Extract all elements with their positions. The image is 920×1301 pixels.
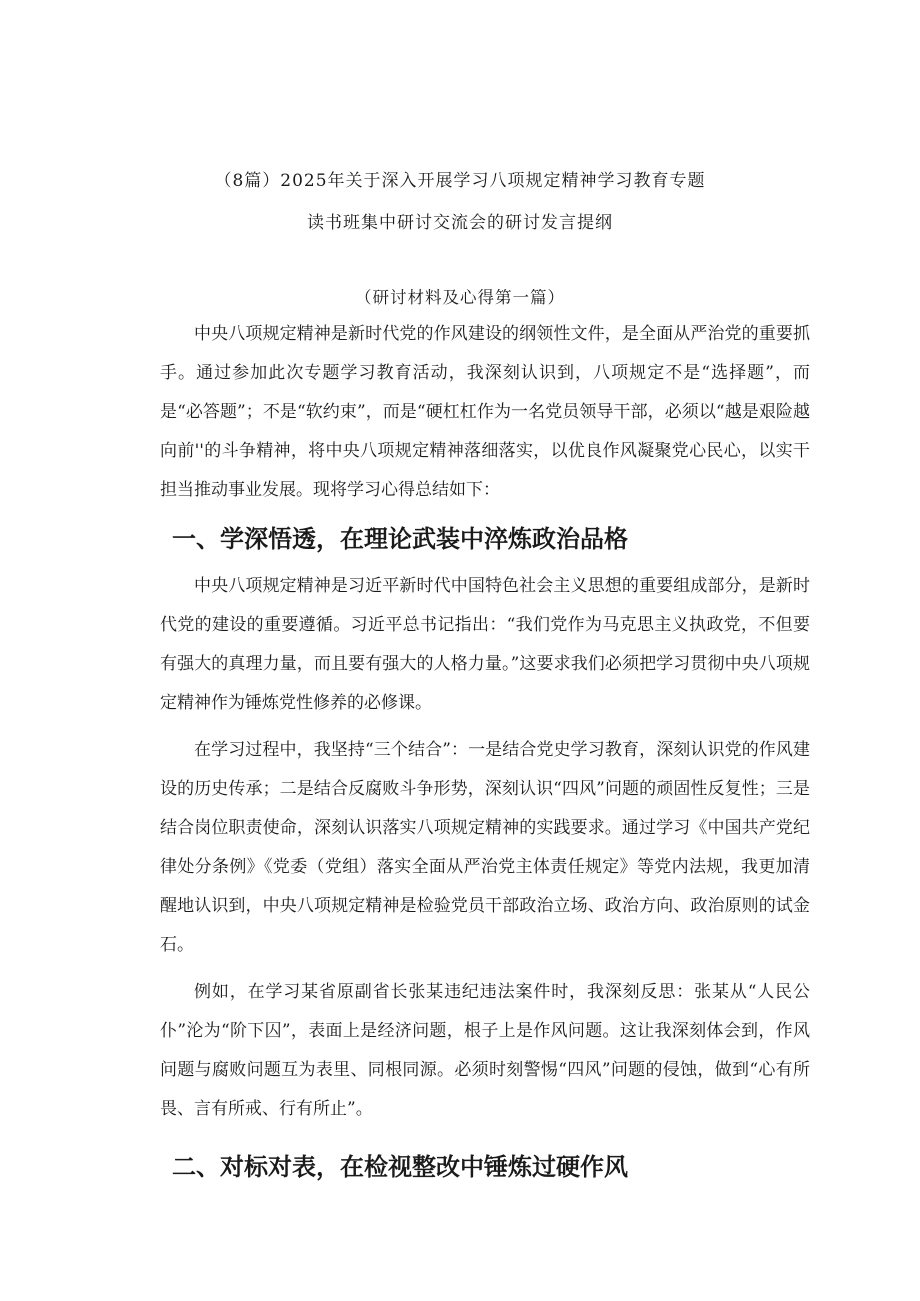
section-heading-1: 一、学深悟透，在理论武装中淬炼政治品格 xyxy=(172,525,628,553)
section-heading-2: 二、对标对表，在检视整改中锤炼过硬作风 xyxy=(172,1153,628,1181)
section1-paragraph-2: 在学习过程中，我坚持“三个结合”：一是结合党史学习教育，深刻认识党的作风建设的历史传承；二是结合反腐败斗争形势，深刻认识“四风”问题的顽固性反复性；三是结合岗位职责使命，深刻认识落实八项规定精神的实践要求。通过学习《中国共产党纪律处分条例》《党委（党组）落实全面从严治党主体责任规定》等党内法规，我更加清醒地认识到，中央八项规定精神是检验党员干部政治立场、政治方向、政治原则的试金石。 xyxy=(160,740,810,955)
document-subtitle: （研讨材料及心得第一篇） xyxy=(355,288,565,307)
section1-paragraph-3: 例如，在学习某省原副省长张某违纪违法案件时，我深刻反思：张某从“人民公仆”沦为“阶下囚”，表面上是经济问题，根子上是作风问题。这让我深刻体会到，作风问题与腐败问题互为表里、同根同源。必须时刻警惕“四风”问题的侵蚀，做到“心有所畏、言有所戒、行有所止”。 xyxy=(160,982,810,1119)
document-title-line-2: 读书班集中研讨交流会的研讨发言提纲 xyxy=(307,213,613,233)
document-title-line-1: （8篇）2025年关于深入开展学习八项规定精神学习教育专题 xyxy=(214,171,706,191)
intro-paragraph: 中央八项规定精神是新时代党的作风建设的纲领性文件，是全面从严治党的重要抓手。通过参加此次专题学习教育活动，我深刻认识到，八项规定不是“选择题”，而是“必答题”；不是“软约束”，而是“硬杠杠作为一名党员领导干部，必须以“越是艰险越向前''的斗争精神，将中央八项规定精神落细落实，以优良作风凝聚党心民心，以实干担当推动事业发展。现将学习心得总结如下： xyxy=(160,324,810,500)
document-body xyxy=(160,315,810,1189)
section1-paragraph-1: 中央八项规定精神是习近平新时代中国特色社会主义思想的重要组成部分，是新时代党的建设的重要遵循。习近平总书记指出：“我们党作为马克思主义执政党，不但要有强大的真理力量，而且要有强大的人格力量。”这要求我们必须把学习贯彻中央八项规定精神作为锤炼党性修养的必修课。 xyxy=(160,576,810,713)
